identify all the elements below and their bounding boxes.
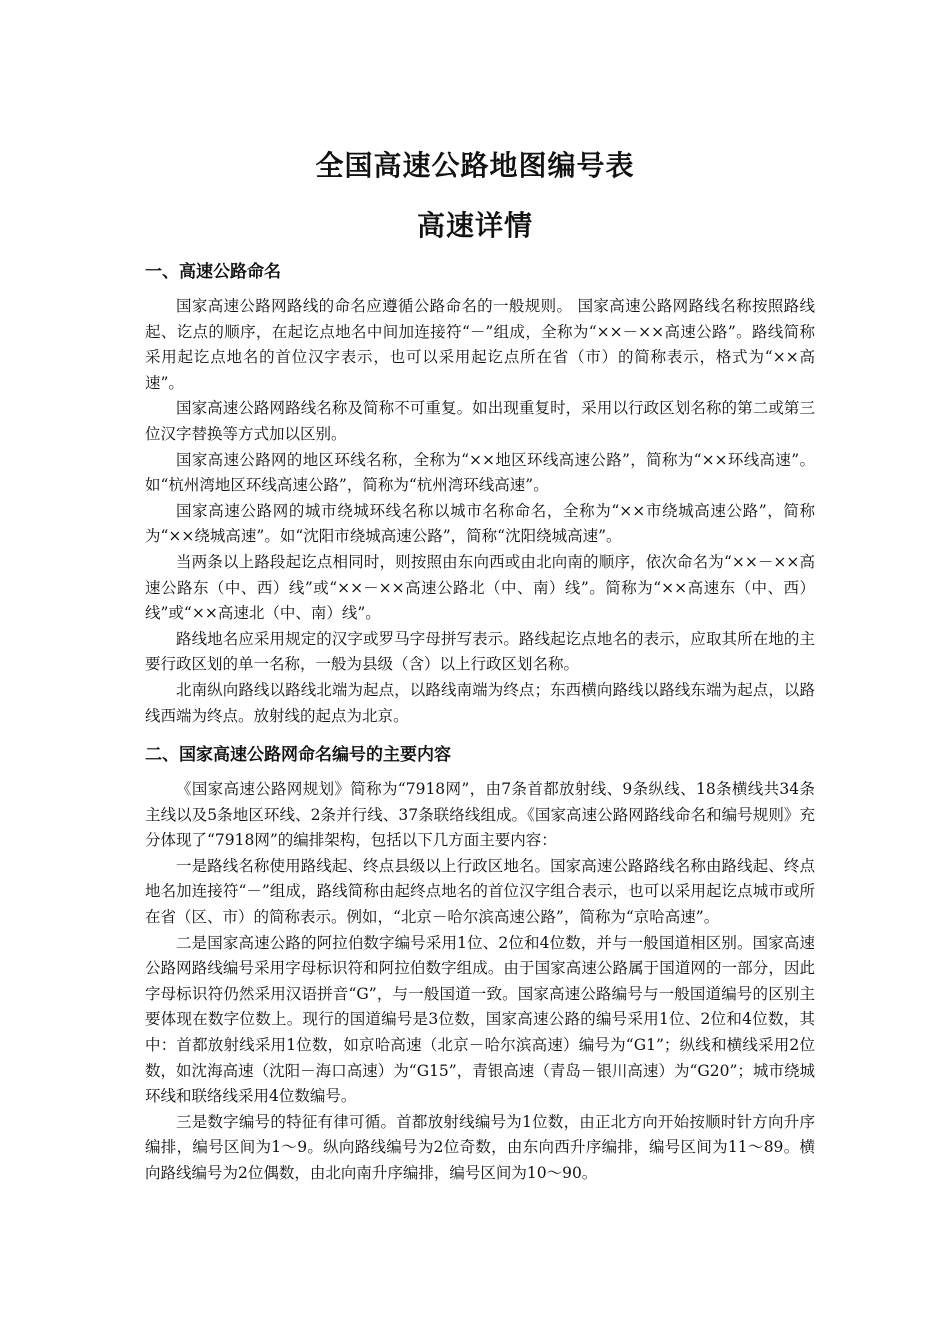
section-naming (145, 258, 815, 729)
paragraph: 当两条以上路段起讫点相同时，则按照由东向西或由北向南的顺序，依次命名为“××－××高速公路东（中、西）线”或“××－××高速公路北（中、南）线”。简称为“××高速东（中、西）线”或“××高速北（中、南）线”。 (145, 552, 815, 623)
paragraph: 国家高速公路网的城市绕城环线名称以城市名称命名，全称为“××市绕城高速公路”，简称为“××绕城高速”。如“沈阳市绕城高速公路”，简称“沈阳绕城高速”。 (145, 501, 815, 546)
paragraph: 《国家高速公路网规划》简称为“7918网”，由7条首都放射线、9条纵线、18条横线共34条主线以及5条地区环线、2条并行线、37条联络线组成。《国家高速公路网路线命名和编号规则》充分体现了“7918网”的编排架构，包括以下几方面主要内容： (145, 780, 815, 850)
paragraph: 三是数字编号的特征有律可循。首都放射线编号为1位数，由正北方向开始按顺时针方向升序编排，编号区间为1～9。纵向路线编号为2位奇数，由东向西升序编排，编号区间为11～89。横向路线编号为2位偶数，由北向南升序编排，编号区间为10～90。 (145, 1112, 815, 1182)
paragraph: 国家高速公路网路线的命名应遵循公路命名的一般规则。 国家高速公路网路线名称按照路线起、讫点的顺序，在起讫点地名中间加连接符“－”组成，全称为“××－××高速公路”。路线简称采用起讫点地名的首位汉字表示，也可以采用起讫点所在省（市）的简称表示，格式为“××高速”。 (145, 297, 815, 392)
section-heading: 一、高速公路命名 (145, 262, 281, 282)
paragraph: 一是路线名称使用路线起、终点县级以上行政区地名。国家高速公路路线名称由路线起、终点地名加连接符“－”组成，路线简称由起终点地名的首位汉字组合表示，也可以采用起讫点城市或所在省（区、市）的简称表示。例如，“北京－哈尔滨高速公路”，简称为“京哈高速”。 (145, 856, 815, 927)
page-title: 全国高速公路地图编号表 (315, 149, 635, 182)
page-subtitle: 高速详情 (416, 209, 533, 242)
paragraph: 国家高速公路网的地区环线名称，全称为“××地区环线高速公路”，简称为“××环线高速”。如“杭州湾地区环线高速公路”，简称为“杭州湾环线高速”。 (145, 450, 815, 495)
paragraph: 二是国家高速公路的阿拉伯数字编号采用1位、2位和4位数，并与一般国道相区别。国家高速公路网路线编号采用字母标识符和阿拉伯数字组成。由于国家高速公路属于国道网的一部分，因此字母标识符仍然采用汉语拼音“G”，与一般国道一致。国家高速公路编号与一般国道编号的区别主要体现在数字位数上。现行的国道编号是3位数，国家高速公路的编号采用1位、2位和4位数，其中：首都放射线采用1位数，如京哈高速（北京－哈尔滨高速）编号为“G1”；纵线和横线采用2位数，如沈海高速（沈阳－海口高速）为“G15”，青银高速（青岛－银川高速）为“G20”；城市绕城环线和联络线采用4位数编号。 (145, 933, 815, 1106)
paragraph: 路线地名应采用规定的汉字或罗马字母拼写表示。路线起讫点地名的表示，应取其所在地的主要行政区划的单一名称，一般为县级（含）以上行政区划名称。 (145, 629, 815, 674)
paragraph: 国家高速公路网路线名称及简称不可重复。如出现重复时，采用以行政区划名称的第二或第三位汉字替换等方式加以区别。 (145, 399, 815, 443)
section-numbering (145, 741, 815, 1187)
section-heading: 二、国家高速公路网命名编号的主要内容 (145, 745, 451, 766)
paragraph: 北南纵向路线以路线北端为起点，以路线南端为终点；东西横向路线以路线东端为起点，以路线西端为终点。放射线的起点为北京。 (145, 680, 815, 725)
document-body (145, 258, 815, 1187)
